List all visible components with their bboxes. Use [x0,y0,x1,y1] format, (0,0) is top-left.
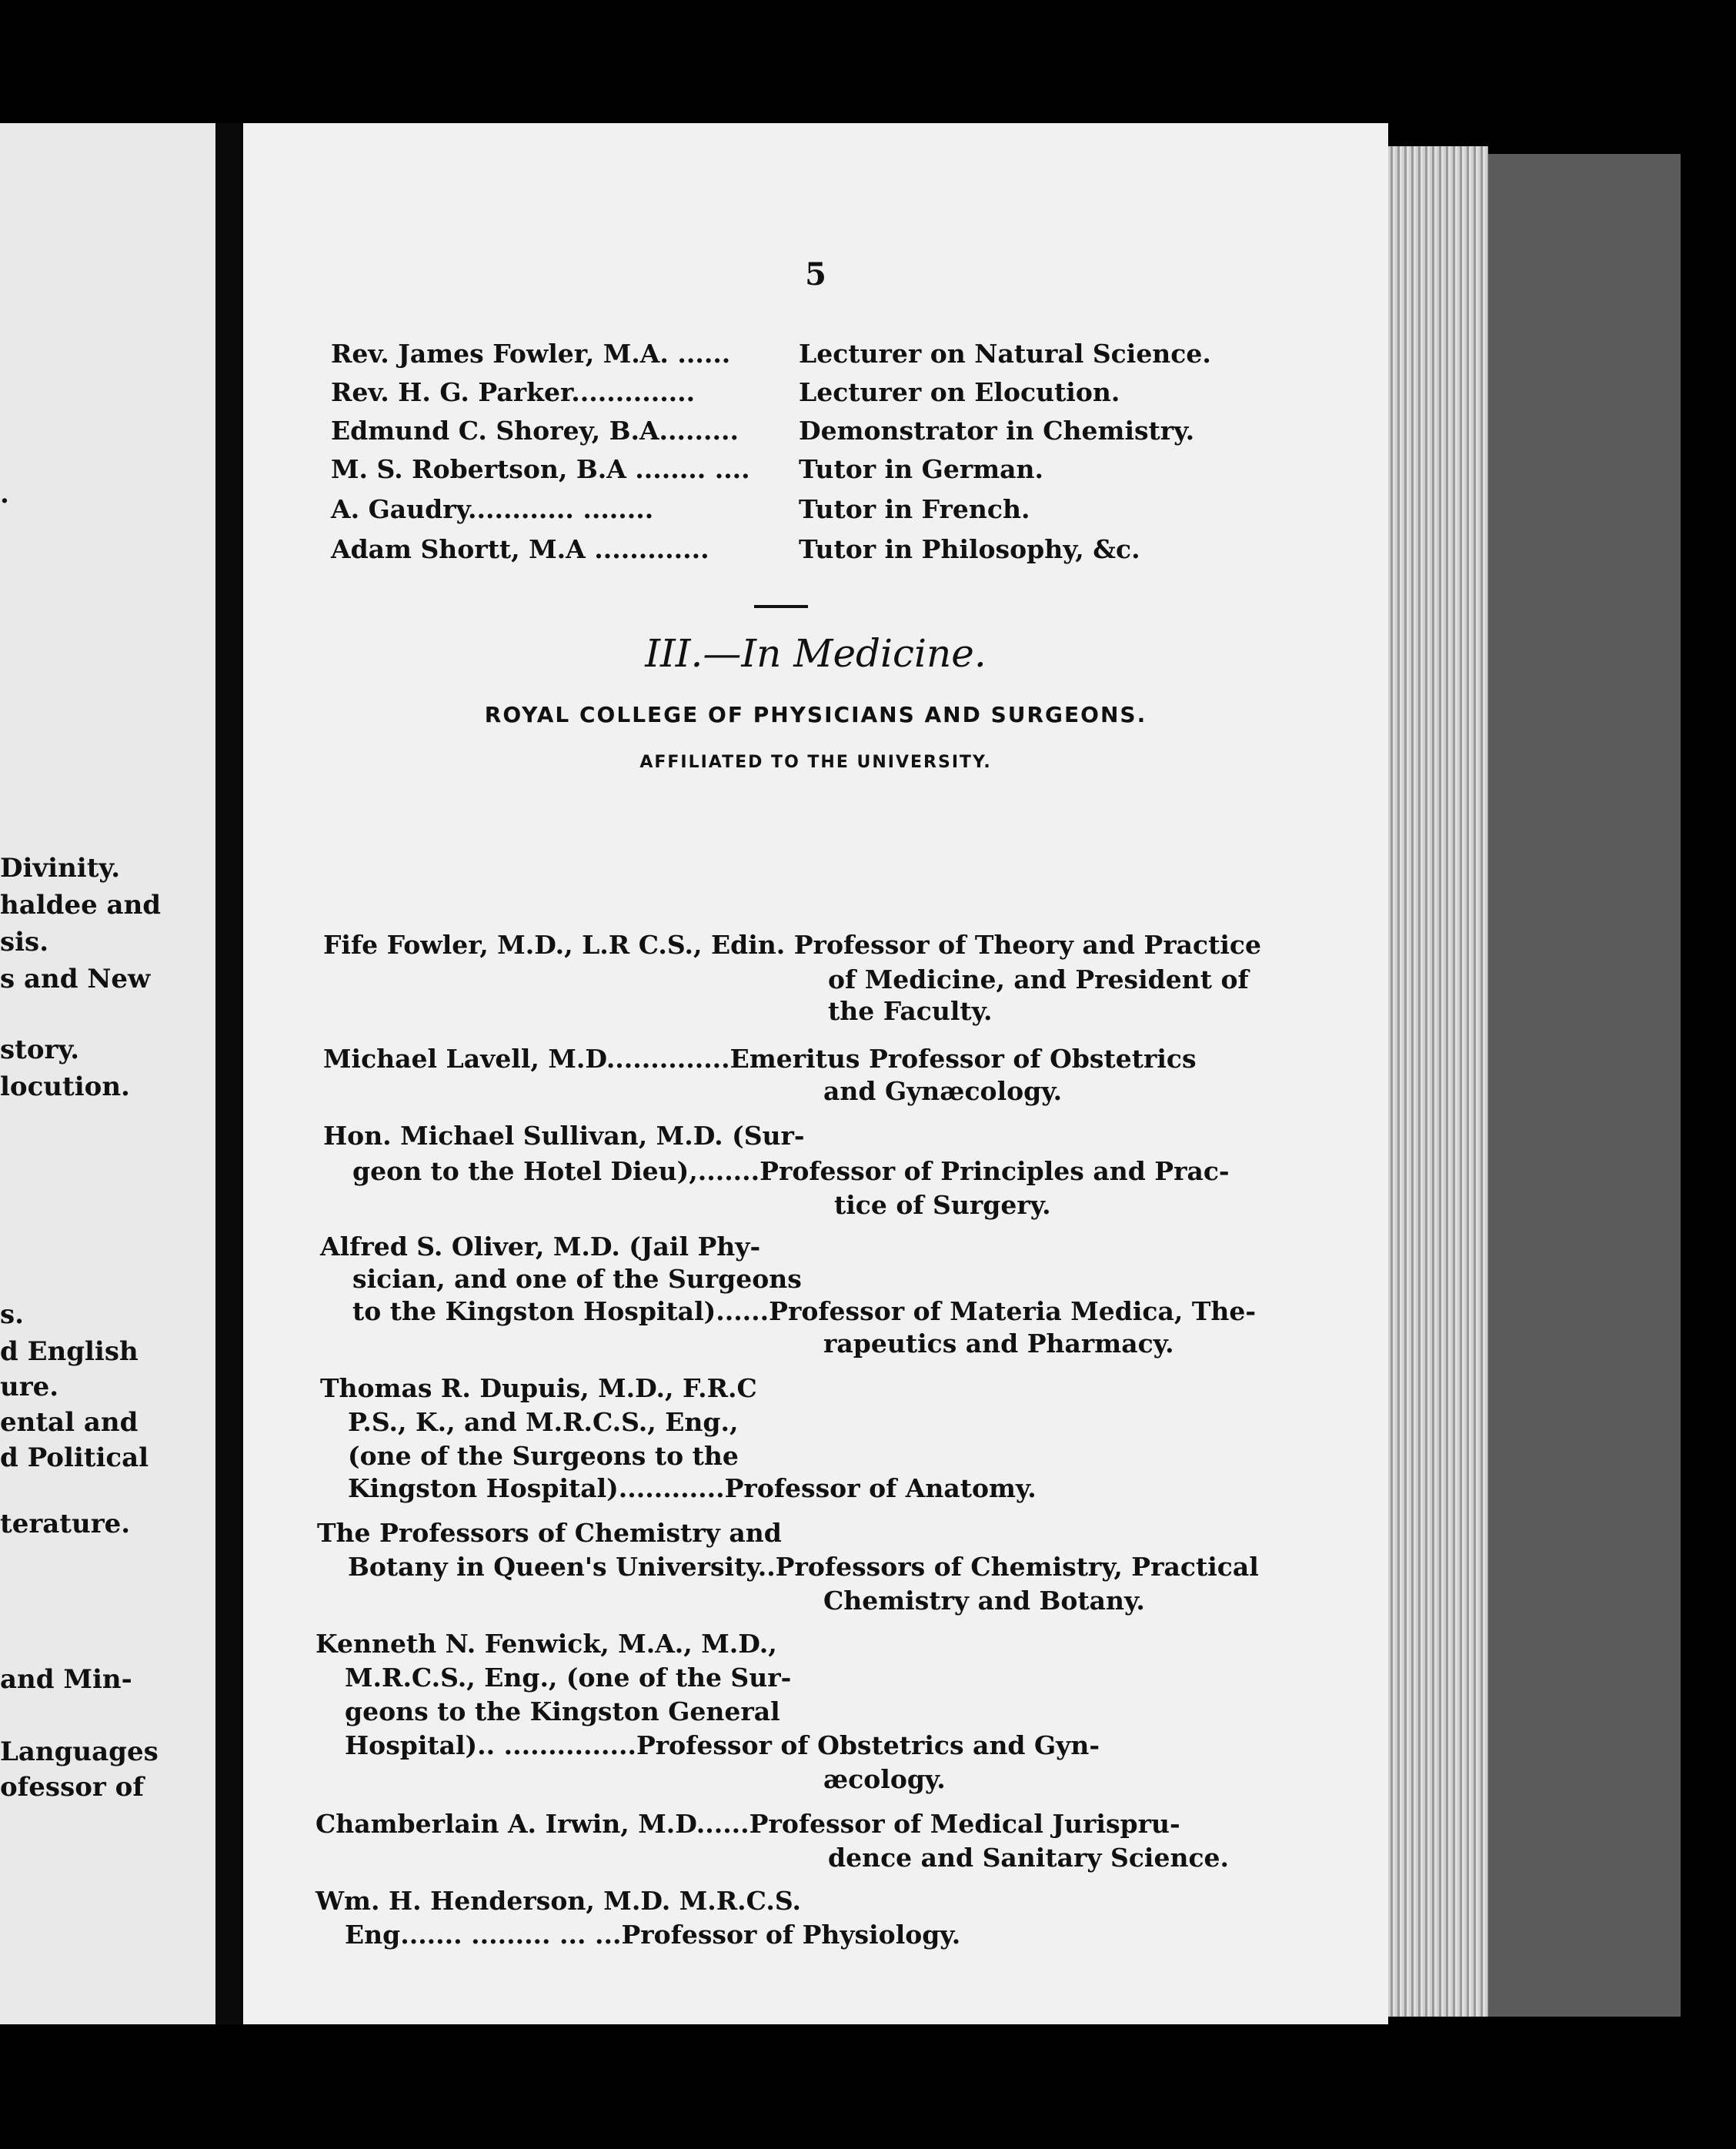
book-gutter [215,123,243,2024]
medicine-entry-line: rapeutics and Pharmacy. [823,1329,1174,1359]
college-heading: ROYAL COLLEGE OF PHYSICIANS AND SURGEONS. [484,702,1147,727]
left-line: terature. [0,1509,131,1539]
medicine-entry-line: tice of Surgery. [834,1190,1051,1220]
faculty-title: Lecturer on Natural Science. [799,339,1211,369]
left-line: Divinity. [0,853,121,884]
faculty-title: Lecturer on Elocution. [799,377,1120,407]
page [243,123,1388,2024]
medicine-entry-line: æcology. [823,1764,946,1794]
medicine-entry-line: Alfred S. Oliver, M.D. (Jail Phy- [320,1232,761,1262]
medicine-entry-line: M.R.C.S., Eng., (one of the Sur- [345,1663,792,1693]
left-line: ofessor of [0,1772,144,1803]
section-heading: III.—In Medicine. [645,631,987,676]
left-line: ental and [0,1407,139,1438]
faculty-name: Rev. H. G. Parker.............. [331,377,696,407]
book-page-edges [1388,146,1488,2017]
faculty-name: M. S. Robertson, B.A ........ .... [331,454,750,484]
faculty-title: Demonstrator in Chemistry. [799,416,1195,446]
affiliation-heading: AFFILIATED TO THE UNIVERSITY. [639,753,992,772]
page-number: 5 [805,256,826,292]
medicine-entry-line: (one of the Surgeons to the [348,1441,739,1471]
faculty-title: Tutor in German. [799,454,1044,484]
left-line: Languages [0,1736,159,1767]
medicine-entry-line: geon to the Hotel Dieu),.......Professor of Principles and Prac- [352,1156,1230,1186]
left-line: ure. [0,1372,59,1402]
medicine-entry-line: Hon. Michael Sullivan, M.D. (Sur- [323,1121,805,1151]
left-line: . [0,479,9,510]
faculty-name: Edmund C. Shorey, B.A......... [331,416,739,446]
book-side [1488,154,1681,2017]
left-line: locution. [0,1071,130,1102]
medicine-entry-line: Thomas R. Dupuis, M.D., F.R.C [320,1373,757,1403]
left-line: sis. [0,927,49,958]
medicine-entry-line: dence and Sanitary Science. [828,1843,1230,1873]
left-line: and Min- [0,1664,132,1695]
medicine-entry-line: to the Kingston Hospital)......Professor of Materia Medica, The- [352,1296,1257,1326]
medicine-entry-line: Fife Fowler, M.D., L.R C.S., Edin. Professor of Theory and Practice [323,930,1261,960]
medicine-entry-line: of Medicine, and President of [828,964,1249,994]
left-line: s and New [0,964,151,994]
section-rule [754,605,808,608]
medicine-entry-line: Eng....... ......... ... ...Professor of Physiology. [345,1920,961,1950]
medicine-entry-line: Chamberlain A. Irwin, M.D......Professor of Medical Jurispru- [315,1809,1180,1839]
medicine-entry-line: Kenneth N. Fenwick, M.A., M.D., [315,1629,777,1659]
left-line: haldee and [0,890,162,921]
medicine-entry-line: Chemistry and Botany. [823,1586,1145,1616]
left-line: d English [0,1336,139,1367]
left-line: d Political [0,1442,149,1473]
left-page-fragment [0,123,215,2024]
medicine-entry-line: Wm. H. Henderson, M.D. M.R.C.S. [315,1886,801,1916]
medicine-entry-line: Michael Lavell, M.D..............Emeritus Professor of Obstetrics [323,1044,1197,1074]
medicine-entry-line: Botany in Queen's University..Professors of Chemistry, Practical [348,1552,1259,1582]
left-line: story. [0,1034,80,1065]
medicine-entry-line: sician, and one of the Surgeons [352,1264,802,1294]
medicine-entry-line: Kingston Hospital)............Professor of Anatomy. [348,1473,1037,1503]
medicine-entry-line: P.S., K., and M.R.C.S., Eng., [348,1407,739,1437]
medicine-entry-line: The Professors of Chemistry and [317,1518,782,1548]
faculty-name: Adam Shortt, M.A ............. [331,534,709,564]
faculty-title: Tutor in French. [799,494,1030,524]
medicine-entry-line: Hospital).. ...............Professor of Obstetrics and Gyn- [345,1730,1100,1760]
left-line: s. [0,1299,24,1330]
faculty-name: Rev. James Fowler, M.A. ...... [331,339,731,369]
medicine-entry-line: the Faculty. [828,996,993,1026]
faculty-name: A. Gaudry............ ........ [331,494,654,524]
faculty-title: Tutor in Philosophy, &c. [799,534,1140,564]
medicine-entry-line: and Gynæcology. [823,1076,1063,1106]
medicine-entry-line: geons to the Kingston General [345,1696,780,1726]
